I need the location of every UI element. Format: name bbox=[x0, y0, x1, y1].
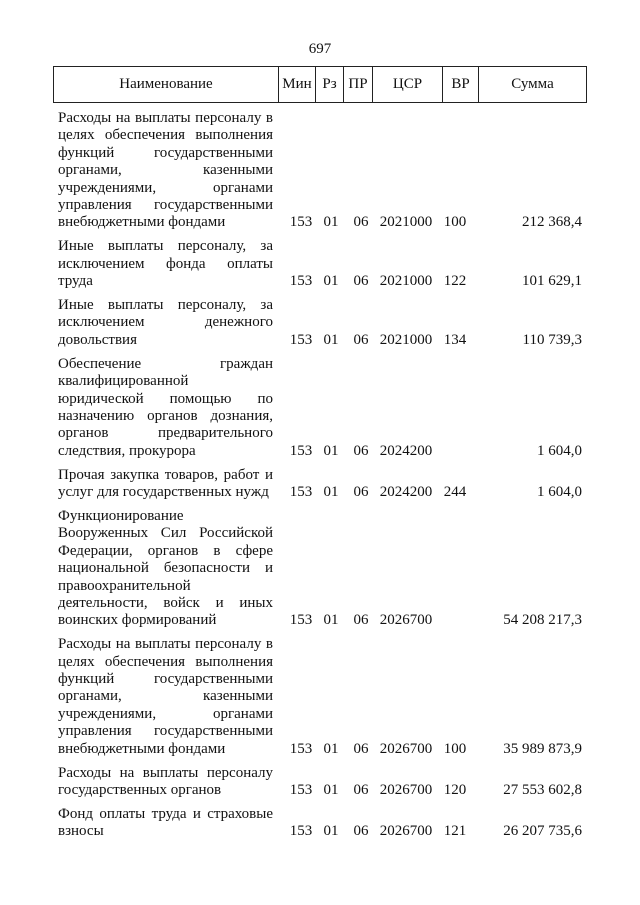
row-pr: 06 bbox=[353, 740, 369, 757]
row-rz: 01 bbox=[323, 331, 339, 348]
row-name-line: правоохранительной bbox=[58, 577, 191, 594]
row-pr: 06 bbox=[353, 612, 369, 629]
row-min: 153 bbox=[289, 442, 313, 459]
row-name-line: Обеспечение граждан bbox=[58, 355, 273, 372]
row-vr: 100 bbox=[443, 214, 467, 231]
row-name-line: назначению органов дознания, bbox=[58, 407, 273, 424]
row-name-line: услуг для государственных нужд bbox=[58, 484, 269, 500]
row-vr: 121 bbox=[443, 823, 467, 840]
row-name-line: государственных органов bbox=[58, 781, 222, 798]
row-vr: 100 bbox=[443, 740, 467, 757]
row-name-line: функций государственными bbox=[58, 671, 273, 687]
row-csr: 2021000 bbox=[379, 273, 433, 290]
row-name-line: юридической помощью по bbox=[58, 390, 273, 407]
row-min: 153 bbox=[289, 273, 313, 290]
row-vr: 134 bbox=[443, 331, 467, 348]
row-rz: 01 bbox=[323, 483, 339, 500]
row-name-line: целях обеспечения выполнения bbox=[58, 127, 273, 144]
row-name-line: Функционирование bbox=[58, 507, 184, 524]
row-rz: 01 bbox=[323, 442, 339, 459]
row-vr: 244 bbox=[443, 483, 467, 500]
page-number: 697 bbox=[308, 41, 332, 57]
row-name-line: Иные выплаты персоналу, за bbox=[58, 238, 273, 255]
header-rz: Рз bbox=[316, 67, 344, 103]
row-csr: 2026700 bbox=[379, 823, 433, 840]
row-pr: 06 bbox=[353, 331, 369, 348]
row-pr: 06 bbox=[353, 823, 369, 840]
row-name-line: учреждениями, органами bbox=[58, 705, 273, 722]
row-csr: 2026700 bbox=[379, 781, 433, 798]
row-name-line: Иные выплаты персоналу, за bbox=[58, 297, 273, 313]
row-rz: 01 bbox=[323, 273, 339, 290]
table-row bbox=[0, 806, 640, 841]
row-pr: 06 bbox=[353, 214, 369, 231]
header-csr: ЦСР bbox=[373, 67, 443, 103]
header-vr: ВР bbox=[443, 67, 479, 103]
table-row bbox=[0, 238, 640, 290]
row-sum: 27 553 602,8 bbox=[503, 781, 582, 798]
row-vr: 120 bbox=[443, 781, 467, 798]
row-name-line: Расходы на выплаты персоналу в bbox=[58, 110, 273, 126]
row-name bbox=[58, 297, 273, 349]
row-name-line: исключением денежного bbox=[58, 314, 273, 331]
header-name: Наименование bbox=[54, 67, 279, 103]
row-csr: 2026700 bbox=[379, 612, 433, 629]
row-sum: 1 604,0 bbox=[537, 442, 582, 459]
row-name-line: исключением фонда оплаты bbox=[58, 255, 273, 272]
row-name-line: труда bbox=[58, 273, 93, 290]
row-csr: 2024200 bbox=[379, 483, 433, 500]
row-name-line: квалифицированной bbox=[58, 373, 189, 390]
row-name-line: деятельности, войск и иных bbox=[58, 594, 273, 611]
table-row bbox=[0, 297, 640, 349]
row-min: 153 bbox=[289, 823, 313, 840]
row-min: 153 bbox=[289, 740, 313, 757]
row-sum: 212 368,4 bbox=[522, 214, 582, 231]
row-name bbox=[58, 467, 273, 502]
row-name-line: управления государственными bbox=[58, 723, 273, 740]
row-name-line: Расходы на выплаты персоналу в bbox=[58, 636, 273, 653]
row-sum: 54 208 217,3 bbox=[503, 612, 582, 629]
row-pr: 06 bbox=[353, 483, 369, 500]
row-name-line: учреждениями, органами bbox=[58, 179, 273, 196]
row-sum: 110 739,3 bbox=[522, 331, 582, 348]
header-sum: Сумма bbox=[479, 67, 587, 103]
row-name-line: Фонд оплаты труда и страховые bbox=[58, 805, 273, 822]
row-name bbox=[58, 508, 273, 630]
row-name-line: органами, казенными bbox=[58, 162, 273, 179]
row-min: 153 bbox=[289, 781, 313, 798]
table-header bbox=[53, 66, 587, 103]
row-name-line: внебюджетными фондами bbox=[58, 214, 226, 231]
row-name-line: Вооруженных Сил Российской bbox=[58, 525, 273, 542]
row-rz: 01 bbox=[323, 214, 339, 231]
row-min: 153 bbox=[289, 331, 313, 348]
row-vr: 122 bbox=[443, 273, 467, 290]
row-name-line: Федерации, органов в сфере bbox=[58, 542, 273, 559]
row-name-line: довольствия bbox=[58, 331, 137, 348]
row-min: 153 bbox=[289, 612, 313, 629]
row-name-line: органами, казенными bbox=[58, 688, 273, 705]
row-rz: 01 bbox=[323, 823, 339, 840]
header-pr: ПР bbox=[344, 67, 373, 103]
row-name bbox=[58, 110, 273, 232]
row-name-line: национальной безопасности и bbox=[58, 560, 273, 577]
table-row bbox=[0, 508, 640, 630]
row-name-line: следствия, прокурора bbox=[58, 442, 196, 459]
row-name bbox=[58, 806, 273, 841]
row-min: 153 bbox=[289, 483, 313, 500]
row-sum: 1 604,0 bbox=[537, 483, 582, 500]
row-pr: 06 bbox=[353, 442, 369, 459]
table-row bbox=[0, 110, 640, 232]
table-row bbox=[0, 765, 640, 800]
table-row bbox=[0, 467, 640, 502]
row-name bbox=[58, 238, 273, 290]
row-csr: 2026700 bbox=[379, 740, 433, 757]
row-rz: 01 bbox=[323, 612, 339, 629]
row-pr: 06 bbox=[353, 273, 369, 290]
row-name-line: взносы bbox=[58, 823, 104, 840]
row-name bbox=[58, 636, 273, 758]
row-sum: 101 629,1 bbox=[522, 273, 582, 290]
row-name-line: целях обеспечения выполнения bbox=[58, 653, 273, 670]
row-name-line: внебюджетными фондами bbox=[58, 740, 226, 757]
table-row bbox=[0, 636, 640, 758]
table-row bbox=[0, 356, 640, 460]
row-name-line: органов предварительного bbox=[58, 425, 273, 442]
row-name bbox=[58, 765, 273, 800]
row-name-line: управления государственными bbox=[58, 197, 273, 214]
row-rz: 01 bbox=[323, 781, 339, 798]
row-name bbox=[58, 356, 273, 460]
row-csr: 2021000 bbox=[379, 331, 433, 348]
row-pr: 06 bbox=[353, 781, 369, 798]
row-min: 153 bbox=[289, 214, 313, 231]
row-name-line: функций государственными bbox=[58, 144, 273, 161]
row-sum: 35 989 873,9 bbox=[503, 740, 582, 757]
row-csr: 2024200 bbox=[379, 442, 433, 459]
row-rz: 01 bbox=[323, 740, 339, 757]
row-name-line: Расходы на выплаты персоналу bbox=[58, 764, 273, 781]
row-sum: 26 207 735,6 bbox=[503, 823, 582, 840]
header-min: Мин bbox=[279, 67, 316, 103]
row-csr: 2021000 bbox=[379, 214, 433, 231]
row-name-line: воинских формирований bbox=[58, 612, 217, 629]
row-name-line: Прочая закупка товаров, работ и bbox=[58, 466, 273, 483]
